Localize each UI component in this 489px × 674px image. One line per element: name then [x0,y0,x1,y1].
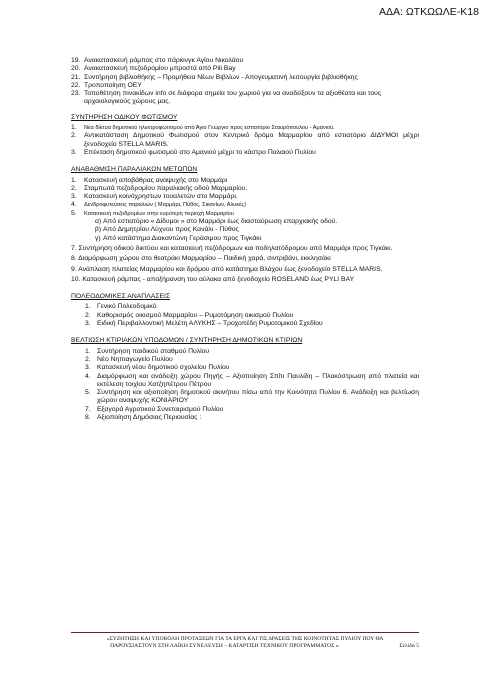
item-number: 23. [71,90,81,98]
list-item [71,389,419,406]
paragraph-item: 9. Ανάπλαση πλατείας Μαρμαρίου και δρόμου από κατάστημα Βλάχου έως ξενοδοχείο STELLA MARIS. [71,265,383,273]
list-item [71,312,419,320]
sub-list-item [71,226,419,234]
item-text: Εξαγορά Αγροτικού Συνεταιρισμού Πυλίου [97,405,224,413]
item-number: 2. [71,184,77,192]
item-text: Δενδροφυτεύσεις παραλιών ( Μαρμάρι, Πύθος, Σικανίων, Αλυκές) [84,202,247,209]
item-number: 3. [85,320,91,328]
item-text: Ανακατασκευή πεζοδρομίου μπροστά από Pili Bay [84,65,236,73]
item-text: Τοποθέτηση πινακίδων info σε διάφορα σημεία του χωριού για να αναδείξουν τα αξιοθέατα και τους αρχαιολογικούς χώρους μας. [84,90,382,106]
list-item [71,149,419,157]
item-letter: γ) [95,234,101,242]
list-item [71,185,419,193]
item-number: 4. [85,372,91,380]
item-number: 5. [85,389,91,397]
top-list [71,57,419,107]
item-number: 1. [71,176,77,184]
list-item [71,193,419,201]
list-item [71,364,419,372]
list-item [71,65,419,73]
list-item [71,82,419,90]
item-number: 20. [71,65,81,73]
item-number: 22. [71,81,81,89]
list-item [71,414,419,422]
item-text: Κατασκευή αποβάθρας αναψυχής στο Μαρμάρι [84,176,228,184]
page-footer [71,632,419,650]
sub-list-item [71,235,419,243]
item-text: Τροποποίηση ΟΕΥ [84,81,142,89]
section-title-waterfront: ΑΝΑΒΑΘΜΙΣΗ ΠΑΡΑΛΙΑΚΩΝ ΜΕΤΩΠΩΝ [71,166,198,174]
item-number: 1. [85,347,91,355]
section-title-lighting: ΣΥΝΤΗΡΗΣΗ ΟΔΙΚΟΥ ΦΩΤΙΣΜΟΥ [71,113,178,121]
item-number: 5. [71,209,77,217]
item-letter: β) [95,226,102,234]
list-item [71,303,419,311]
list-item [71,373,419,390]
list-item [71,132,419,149]
item-number: 2. [71,132,77,140]
section-title-buildings: ΒΕΛΤΙΩΣΗ ΚΤΙΡΙΑΚΩΝ ΥΠΟΔΟΜΩΝ / ΣΥΝΤΗΡΗΣΗ ΔΗΜΟΤΙΚΩΝ ΚΤΙΡΙΩΝ [71,337,303,345]
item-number: 4. [71,201,77,209]
item-number: 1. [85,303,91,311]
item-number: 3. [71,148,77,156]
item-text: Από Δημητρίου Λύχνου προς Κανάλι - Πύθος [103,226,239,234]
item-letter: α) [95,218,102,226]
paragraph-item: 10. Κατασκευή ράμπας - αποξήρανση του αύλακα από ξενοδοχείο ROSELAND έως PYLI BAY [71,275,355,283]
item-text: Διαμόρφωση και ανάδειξη χώρου Πηγής – Αξιοποίηση Σπίτι Παυλίδη – Πλακόστρωση από πλατεία και εκτέλεση τοιχίου Χατζηπέτρου Πέτρου [97,372,419,388]
item-text: Καθορισμός οικισμού Μαρμαρίου – Ρυμοτόμηση οικισμού Πυλίου [97,311,294,319]
list-item [71,74,419,82]
item-text: Νέα δίκτυα δημοτικού ηλεκτροφωτισμού από Άγιο Γεώργιο προς εστιατόριο Σταυρόπουλου - Αμανιού. [84,125,335,132]
item-text: Από εστιατόριο « Δίδυμοι » στο Μαρμάρι έως διασταύρωση επαρχιακής οδού. [103,218,338,226]
item-number: 3. [71,193,77,201]
paragraph-item: 7. Συντήρηση οδικού δικτύου και κατασκευή πεζόδρομων και ποδηλατόδρομου από Μαρμάρι προς Τιγκάκι. [71,244,393,252]
item-number: 2. [85,355,91,363]
item-text: Από κατάστημα Διακαντώνη Γεράσιμου προς Τιγκάκι [103,234,262,242]
item-text: Συντήρηση βιβλιοθήκης – Προμήθεια Νέων Βιβλίων - Απογευματινή λειτουργία βιβλιοθήκης [84,73,358,81]
item-text: Κατασκευή νέου δημοτικού σχολείου Πυλίου [97,364,230,372]
item-number: 19. [71,57,81,64]
item-text: Ειδική Περιβαλλοντική Μελέτη ΑΛΥΚΗΣ – Τροχοπέδη Ρυμοτομικού Σχεδίου [97,320,323,328]
list-item [71,201,419,209]
item-number: 7. [85,405,91,413]
footer-line-1: «ΣΥΖΗΤΗΣΗ ΚΑΙ ΥΠΟΒΟΛΗ ΠΡΟΤΑΣΕΩΝ ΓΙΑ ΤΑ ΕΡΓΑ ΚΑΙ ΤΙΣ ΔΡΑΣΕΙΣ ΤΗΣ ΚΟΙΝΟΤΗΤΑΣ ΠΥΛΙΟΥ ΠΟΥ ΘΑ [106,636,384,642]
item-text: Αξιοποίηση Δημόσιας Περιουσίας : [97,413,202,421]
item-text: Κατασκευή πεζοδρομίων στην ευρύτερη περιοχή Μαρμαρίου [84,210,234,217]
item-text: Σταμπωτά πεζοδρομίου παραλιακής οδού Μαρμαρίου. [84,184,248,192]
item-text: Ανακατασκευή ράμπας στο πάρκινγκ Αγίου Νικολάου [84,57,244,64]
list-item [71,406,419,414]
list-item [71,348,419,356]
section-title-urban: ΠΟΛΕΟΔΟΜΙΚΕΣ ΑΝΑΠΛΑΣΕΙΣ [71,293,171,301]
buildings-list [71,348,419,423]
item-text: Αντικατάσταση Δημοτικού Φωτισμού στον Κεντρικό δρόμο Μαρμαρίου από εστιατόριο ΔΙΔΥΜΟΙ μέχρι ξενοδοχείο STELLA MARIS. [84,132,419,148]
list-item [71,356,419,364]
item-text: Νέο Νηπιαγωγείο Πυλίου [97,355,173,363]
item-text: Συντήρηση παιδικού σταθμού Πυλίου [97,347,210,355]
item-number: 3. [85,364,91,372]
lighting-list [71,124,419,157]
item-text: Γενικό Πολεοδομικό [97,303,157,311]
item-number: 1. [71,124,77,132]
list-item [71,90,419,107]
document-body [71,57,419,422]
waterfront-list [71,177,419,285]
item-text: Συντήρηση και αξιοποίηση δημοτικού ακινήτου πίσω από την Κοινότητα Πυλίου 6. Ανάδειξη και βελτίωση χώρου αναψυχής ΚΟΝΙΑΡΙΟΥ [97,389,419,405]
ada-code: ΑΔΑ: ΩΤΚΩΩΛΕ-Κ18 [378,6,479,18]
item-number: 2. [85,311,91,319]
paragraph-item: 8. Διαμόρφωση χώρου στο θεατράκι Μαρμαρίου – Παιδική χαρά, σιντριβάνι, εκκλησάκι [71,255,331,263]
urban-list [71,303,419,328]
item-text: Επέκταση δημοτικού φωτισμού στο Αμανιού μέχρι το κάστρο Παλαιού Πυλίου [84,148,316,156]
list-item [71,320,419,328]
footer-line-2: ΠΑΡΟΥΣΙΑΣΤΟΥΝ ΣΤΗ ΛΑΪΚΗ ΣΥΝΕΛΕΥΣΗ – ΚΑΤΑΡΤΙΣΗ ΤΕΧΝΙΚΟΥ ΠΡΟΓΡΑΜΜΑΤΟΣ ». [110,643,340,649]
item-text: Κατασκευή κοινόχρηστων τουαλετών στο Μαρμάρι. [84,193,238,201]
page-number: Σελίδα 5 [399,643,419,649]
item-number: 21. [71,73,81,81]
list-item [71,177,419,185]
list-item [71,210,419,218]
item-number: 8. [85,413,91,421]
